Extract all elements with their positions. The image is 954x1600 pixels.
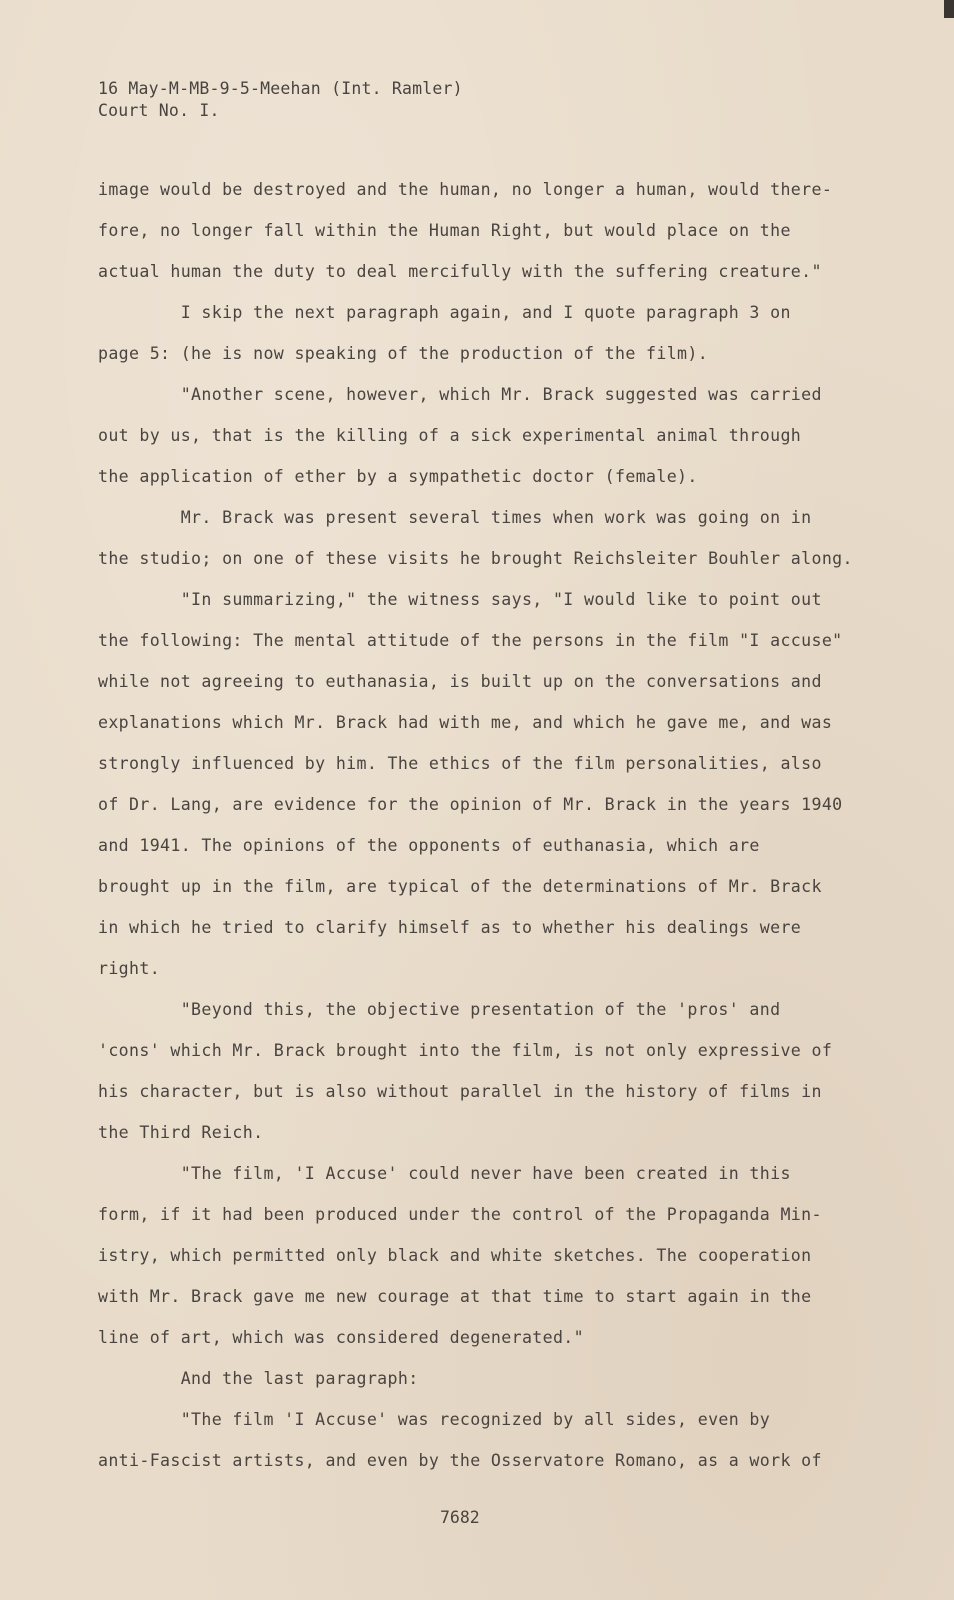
body-line: fore, no longer fall within the Human Right, but would place on the	[98, 221, 791, 240]
body-line: while not agreeing to euthanasia, is built up on the conversations and	[98, 672, 822, 691]
body-line: and 1941. The opinions of the opponents of euthanasia, which are	[98, 836, 760, 855]
body-line: explanations which Mr. Brack had with me, and which he gave me, and was	[98, 713, 833, 732]
body-line: brought up in the film, are typical of the determinations of Mr. Brack	[98, 877, 822, 896]
body-line: 'cons' which Mr. Brack brought into the film, is not only expressive of	[98, 1041, 833, 1060]
body-line: I skip the next paragraph again, and I quote paragraph 3 on	[98, 303, 791, 322]
body-line: out by us, that is the killing of a sick experimental animal through	[98, 426, 802, 445]
header-line-1: 16 May-M-MB-9-5-Meehan (Int. Ramler)	[98, 79, 463, 98]
body-line: Mr. Brack was present several times when work was going on in	[98, 508, 812, 527]
body-line: his character, but is also without parallel in the history of films in	[98, 1082, 822, 1101]
body-line: actual human the duty to deal mercifully with the suffering creature."	[98, 262, 822, 281]
body-line: "Beyond this, the objective presentation of the 'pros' and	[98, 1000, 781, 1019]
body-line: "In summarizing," the witness says, "I would like to point out	[98, 590, 822, 609]
header-line-2: Court No. I.	[98, 101, 220, 120]
body-line: of Dr. Lang, are evidence for the opinion of Mr. Brack in the years 1940	[98, 795, 843, 814]
body-line: with Mr. Brack gave me new courage at that time to start again in the	[98, 1287, 812, 1306]
body-line: page 5: (he is now speaking of the production of the film).	[98, 344, 709, 363]
body-line: "The film, 'I Accuse' could never have been created in this	[98, 1164, 791, 1183]
page-corner-mark	[944, 0, 954, 18]
body-line: in which he tried to clarify himself as to whether his dealings were	[98, 918, 802, 937]
body-line: anti-Fascist artists, and even by the Osservatore Romano, as a work of	[98, 1451, 822, 1470]
body-line: image would be destroyed and the human, no longer a human, would there-	[98, 180, 833, 199]
body-line: strongly influenced by him. The ethics of the film personalities, also	[98, 754, 822, 773]
body-line: form, if it had been produced under the control of the Propaganda Min-	[98, 1205, 822, 1224]
body-line: line of art, which was considered degenerated."	[98, 1328, 584, 1347]
body-line: "The film 'I Accuse' was recognized by all sides, even by	[98, 1410, 771, 1429]
body-line: And the last paragraph:	[98, 1369, 419, 1388]
body-line: the following: The mental attitude of the persons in the film "I accuse"	[98, 631, 843, 650]
page-number: 7682	[440, 1508, 480, 1527]
body-line: the studio; on one of these visits he brought Reichsleiter Bouhler along.	[98, 549, 853, 568]
body-line: right.	[98, 959, 161, 978]
body-line: the application of ether by a sympathetic doctor (female).	[98, 467, 698, 486]
document-header	[98, 78, 463, 122]
body-line: "Another scene, however, which Mr. Brack suggested was carried	[98, 385, 822, 404]
body-line: the Third Reich.	[98, 1123, 264, 1142]
body-line: istry, which permitted only black and white sketches. The cooperation	[98, 1246, 812, 1265]
